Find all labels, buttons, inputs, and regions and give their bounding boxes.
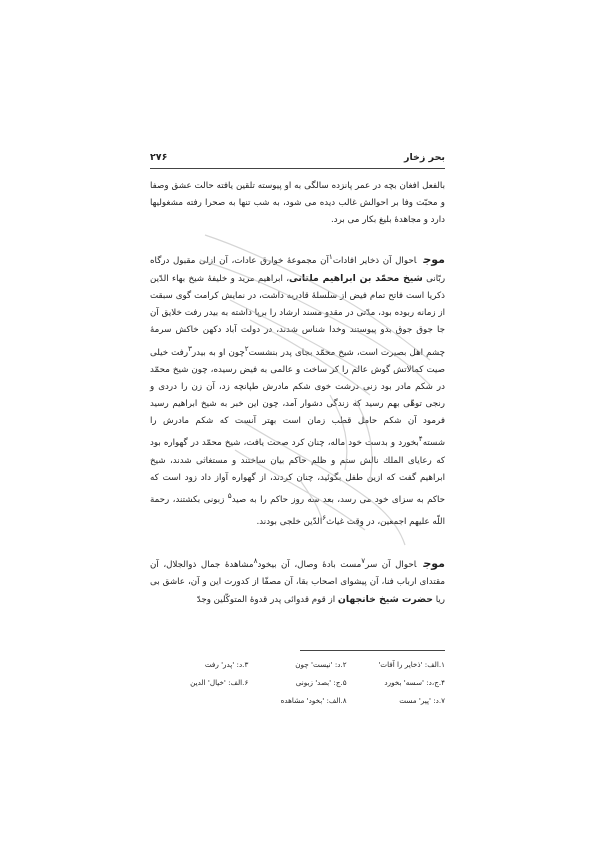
- paragraph-1: بالفعل افغان بچه در عمر پانزده سالگی به او پیوسته تلقین یافته حالت عشق وصفا و محبّت وفا بر احوالش غالب دیده می شود، به شب تنها به صحرا رفته مشغولیها دارد و مجاهدهٔ بلیغ بکار می برد.: [150, 181, 445, 226]
- footnote-ref: ۵: [227, 490, 232, 500]
- footnote-ref: ۲: [244, 343, 249, 353]
- footnote: ۶.الف: 'خیال' الدین: [190, 678, 249, 687]
- footnote: ۵.ج: 'بصد' زبونی: [295, 678, 347, 687]
- footnote-ref: ۳: [188, 343, 192, 353]
- footnote: ۱.الف: 'ذخایر را آفات': [378, 660, 445, 669]
- footnote: ۷.د: 'پیر' مست: [399, 696, 445, 705]
- section-marker: موج: [423, 557, 445, 570]
- footnote-ref: ۷: [361, 556, 366, 566]
- footnote: ۲.د: 'نیست' چون: [295, 660, 347, 669]
- footnote-row: [150, 660, 445, 678]
- footnote-ref: ۴: [418, 434, 423, 444]
- footnote-row: [150, 696, 445, 714]
- footnote-separator: [300, 650, 445, 651]
- footnote-ref: ۱: [328, 251, 333, 261]
- footnote: ۳.د: 'پدر' رفت: [204, 660, 249, 669]
- running-header: [150, 150, 445, 166]
- book-title: بحر زخار: [404, 152, 445, 163]
- paragraph-3: موجاحوال آن سر$^۷$مست بادهٔ وصال، آن بیخود$^۸$مشاهدهٔ جمال ذوالجلال، آن مقتدای ارباب فنا، آن پیشوای اصحاب بقا، آن مصفّا از کدورت این و آن، عاشق بی ریا حضرت شیخ خانجهان از قوم قدوائی پدر قدوهٔ المتوکّلین وجدّ: [150, 556, 445, 606]
- header-rule: [150, 168, 445, 169]
- footnote-ref: ۶: [322, 513, 327, 523]
- paragraph-2: موجاحوال آن ذخایر افادات$^۱$آن مجموعهٔ خوارق عادات، آن ازلی مقبول درگاه ربّانی شیخ محمّد بن ابراهیم ملتانی، ابراهیم مرید و خلیفهٔ شیخ بهاء الدّین ذکریا است فاتح تمام فیض از سلسلهٔ قادریه داشت، در نمایش کرامت گوی سبقت از زمانه ربوده بود، مدّتی در مقدو مسند ارشاد را برپا داشته به بیدر رفت خلایق آن جا جوق جوق بدو پیوستند وخدا شناس شدند، در دولت آباد دکهن خاکش سرمهٔ چشم اهل بصیرت است، شیخ محمّد بجای پدر بنشست$^۲$چون او به بیدر$^۳$رفت خیلی صیت کمالاتش گوش عالم را کر ساخت و عالمی به فیض رسیده، چون شیخ محمّد در شکم مادر بود زنی درشت خوی شکم مادرش طپانچه زد، آن زن را دردی و رنجی توهّی بهم رسید که زندگی دشوار آمد، چون این خبر به شیخ ابراهیم رسید فرمود آن شکم حامل قطب زمان است بهتر آنست که شکم مادرش را شسته$^۴$بخورد و بدست خود ماله، چنان کرد صحت یافت، شیخ محمّد در گهواره بود که رعایای الملك نالش ستم و ظلم حاکم بیان ساختند و مستغاثی شدند، شیخ ابراهیم گفت که ازین طفل بگوئید، چنان کردند، از گهواره آواز داد زود است که حاکم به سزای خود می رسد، بعد سه روز حاکم را به صید$^۵$ زبونی بکشتند، رحمة اللّه علیهم اجمعین، در وقت غیاث$^۶$الدّین خلجی بودند.: [150, 251, 446, 527]
- section-marker: موج: [423, 252, 445, 266]
- bold-name: شیخ محمّد بن ابراهیم ملتانی: [289, 272, 423, 284]
- footnote: ۴.ج،د: 'سسه' بخورد: [384, 678, 445, 687]
- footnote: [150, 696, 248, 714]
- footnote: ۸.الف: 'بخود' مشاهده: [280, 696, 347, 705]
- bold-name: حضرت شیخ خانجهان: [337, 594, 433, 606]
- body-text: [150, 178, 445, 610]
- page-number: ۲۷۶: [150, 152, 168, 163]
- footnote-row: [150, 678, 445, 696]
- footnotes: [150, 660, 445, 714]
- footnote-table: [150, 660, 445, 714]
- footnote-ref: ۸: [253, 556, 258, 566]
